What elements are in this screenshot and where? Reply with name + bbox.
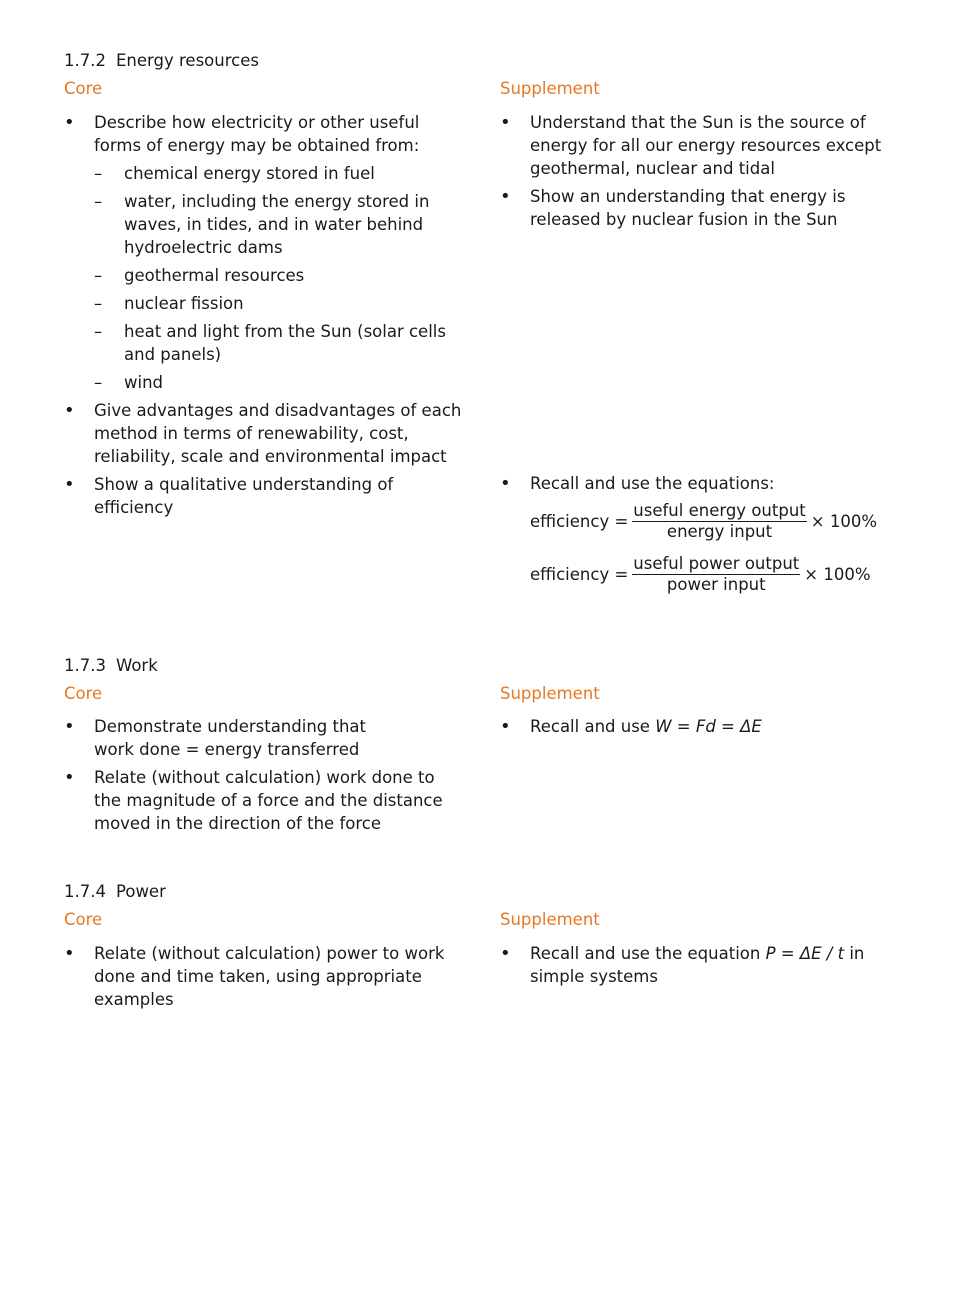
list-item-text: work done = energy transferred <box>94 740 360 759</box>
list-item: • Understand that the Sun is the source of energy for all our energy resources except geothermal, nuclear and tidal <box>500 111 910 180</box>
supplement-heading: Supplement <box>500 910 600 929</box>
section-name: Work <box>115 656 158 675</box>
list-item: • Relate (without calculation) work done to the magnitude of a force and the distance moved in the direction of the force <box>64 766 464 835</box>
sub-list-item: – wind <box>94 371 464 394</box>
section-title-power <box>64 880 166 903</box>
core-list-energy-resources <box>64 111 464 524</box>
list-item: • Recall and use the equations: <box>500 472 910 495</box>
section-name: Power <box>115 882 166 901</box>
equation-factor: × 100% <box>804 564 871 584</box>
sub-list <box>94 162 464 394</box>
section-title-energy-resources <box>64 49 259 72</box>
efficiency-equations <box>530 499 877 605</box>
supplement-list-efficiency <box>500 472 910 500</box>
power-formula: P = ΔE / t <box>765 944 845 963</box>
list-item: • Relate (without calculation) power to work done and time taken, using appropriate examples <box>64 942 464 1011</box>
list-item-text: Demonstrate understanding that <box>94 717 367 736</box>
core-heading: Core <box>64 684 103 703</box>
supplement-heading: Supplement <box>500 684 600 703</box>
list-item: • Give advantages and disadvantages of each method in terms of renewability, cost, reliability, scale and environmental impact <box>64 399 464 468</box>
fraction <box>632 501 806 542</box>
section-name: Energy resources <box>115 51 259 70</box>
fraction-denominator: energy input <box>666 521 773 541</box>
list-item <box>64 111 464 394</box>
sub-list-item: – chemical energy stored in fuel <box>94 162 464 185</box>
sub-list-item: – heat and light from the Sun (solar cells and panels) <box>94 320 464 366</box>
sub-list-item: – geothermal resources <box>94 264 464 287</box>
supplement-list-energy-resources <box>500 111 910 236</box>
list-item: • Show a qualitative understanding of efficiency <box>64 473 464 519</box>
supplement-list-work <box>500 715 910 743</box>
efficiency-power-equation <box>530 552 877 596</box>
list-item: • Show an understanding that energy is released by nuclear fusion in the Sun <box>500 185 910 231</box>
sub-list-item: – water, including the energy stored in waves, in tides, and in water behind hydroelectric dams <box>94 190 464 259</box>
sub-list-item: – nuclear fission <box>94 292 464 315</box>
equation-lhs: efficiency = <box>530 511 629 531</box>
supplement-list-power <box>500 942 910 993</box>
core-heading: Core <box>64 79 103 98</box>
section-title-work <box>64 654 158 677</box>
section-number: 1.7.2 <box>64 51 106 70</box>
fraction-numerator: useful power output <box>633 553 800 573</box>
list-item-text: in simple systems <box>530 944 865 986</box>
efficiency-energy-equation <box>530 499 877 543</box>
core-heading: Core <box>64 910 103 929</box>
fraction <box>632 554 800 595</box>
list-item-text: Recall and use the equation <box>530 944 766 963</box>
list-item <box>500 715 910 738</box>
list-item-text: Describe how electricity or other useful forms of energy may be obtained from: <box>94 113 420 155</box>
section-number: 1.7.3 <box>64 656 106 675</box>
fraction-numerator: useful energy output <box>633 500 806 520</box>
core-list-power <box>64 942 464 1016</box>
equation-lhs: efficiency = <box>530 564 629 584</box>
section-number: 1.7.4 <box>64 882 106 901</box>
supplement-heading: Supplement <box>500 79 600 98</box>
core-list-work <box>64 715 464 840</box>
list-item-text: Recall and use <box>530 717 656 736</box>
list-item <box>64 715 464 761</box>
list-item <box>500 942 910 988</box>
equation-factor: × 100% <box>810 511 877 531</box>
work-formula: W = Fd = ΔE <box>655 717 762 736</box>
fraction-denominator: power input <box>666 574 766 594</box>
